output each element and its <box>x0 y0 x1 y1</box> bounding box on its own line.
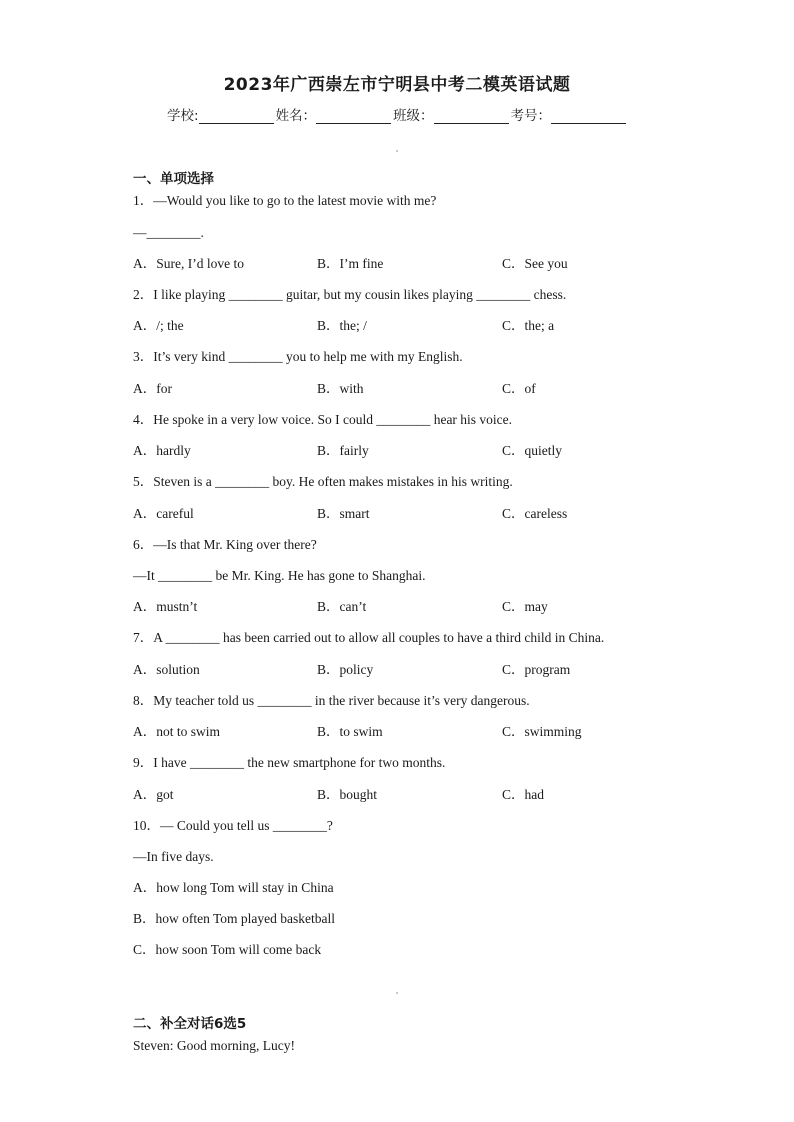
question-3-option-b: B．with <box>317 381 364 396</box>
question-5-option-a: A．careful <box>133 506 194 521</box>
name-blank <box>316 109 391 124</box>
question-10-stem: 10．— Could you tell us ________? <box>133 818 333 833</box>
exam-no-blank <box>551 109 626 124</box>
school-label: 学校: <box>167 108 199 124</box>
question-6-reply: —It ________ be Mr. King. He has gone to Shanghai. <box>133 568 426 583</box>
question-3-stem: 3．It’s very kind ________ you to help me with my English. <box>133 349 463 364</box>
page-marker <box>396 150 398 152</box>
name-label: 姓名： <box>275 108 317 124</box>
question-10-reply: —In five days. <box>133 849 214 864</box>
question-8-option-c: C．swimming <box>502 724 582 739</box>
question-6-option-c: C．may <box>502 599 548 614</box>
question-2-option-b: B．the; / <box>317 318 367 333</box>
school-blank <box>199 109 274 124</box>
question-10-option-a: A．how long Tom will stay in China <box>133 880 334 895</box>
question-5-stem: 5．Steven is a ________ boy. He often makes mistakes in his writing. <box>133 474 513 489</box>
question-7-option-c: C．program <box>502 662 571 677</box>
question-9-option-a: A．got <box>133 787 174 802</box>
question-2-stem: 2．I like playing ________ guitar, but my cousin likes playing ________ chess. <box>133 287 567 302</box>
question-5-option-c: C．careless <box>502 506 568 521</box>
question-7-stem: 7．A ________ has been carried out to allow all couples to have a third child in China. <box>133 630 605 645</box>
question-9-stem: 9．I have ________ the new smartphone for two months. <box>133 755 446 770</box>
section-2-title: 二、补全对话6选5 <box>133 1016 247 1032</box>
question-4-option-b: B．fairly <box>317 443 369 458</box>
question-4-option-a: A．hardly <box>133 443 191 458</box>
question-6-option-b: B．can’t <box>317 599 367 614</box>
question-6-option-a: A．mustn’t <box>133 599 198 614</box>
question-8-stem: 8．My teacher told us ________ in the river because it’s very dangerous. <box>133 693 530 708</box>
dialogue-line-1: Steven: Good morning, Lucy! <box>133 1038 295 1053</box>
question-3-option-a: A．for <box>133 381 172 396</box>
question-7-option-b: B．policy <box>317 662 374 677</box>
question-1-option-c: C．See you <box>502 256 568 271</box>
question-8-option-b: B．to swim <box>317 724 383 739</box>
question-2-option-a: A．/; the <box>133 318 184 333</box>
question-6-stem: 6．—Is that Mr. King over there? <box>133 537 317 552</box>
section-1-title: 一、单项选择 <box>133 171 214 187</box>
class-label: 班级： <box>393 108 434 124</box>
page-title: 2023年广西崇左市宁明县中考二模英语试题 <box>223 75 571 95</box>
question-9-option-b: B．bought <box>317 787 378 802</box>
question-3-option-c: C．of <box>502 381 536 396</box>
student-info-row <box>167 104 628 124</box>
class-blank <box>434 109 509 124</box>
page-marker <box>396 992 398 994</box>
question-7-option-a: A．solution <box>133 662 200 677</box>
question-4-option-c: C．quietly <box>502 443 562 458</box>
question-1-reply: —________. <box>133 225 204 240</box>
question-10-option-b: B．how often Tom played basketball <box>133 911 336 926</box>
exam-no-label: 考号： <box>510 108 552 124</box>
question-9-option-c: C．had <box>502 787 544 802</box>
question-5-option-b: B．smart <box>317 506 370 521</box>
question-1-option-b: B．I’m fine <box>317 256 384 271</box>
question-8-option-a: A．not to swim <box>133 724 221 739</box>
question-1-option-a: A．Sure, I’d love to <box>133 256 244 271</box>
question-10-option-c: C．how soon Tom will come back <box>133 942 322 957</box>
question-2-option-c: C．the; a <box>502 318 555 333</box>
question-4-stem: 4．He spoke in a very low voice. So I could ________ hear his voice. <box>133 412 513 427</box>
question-1-stem: 1．—Would you like to go to the latest movie with me? <box>133 193 437 208</box>
